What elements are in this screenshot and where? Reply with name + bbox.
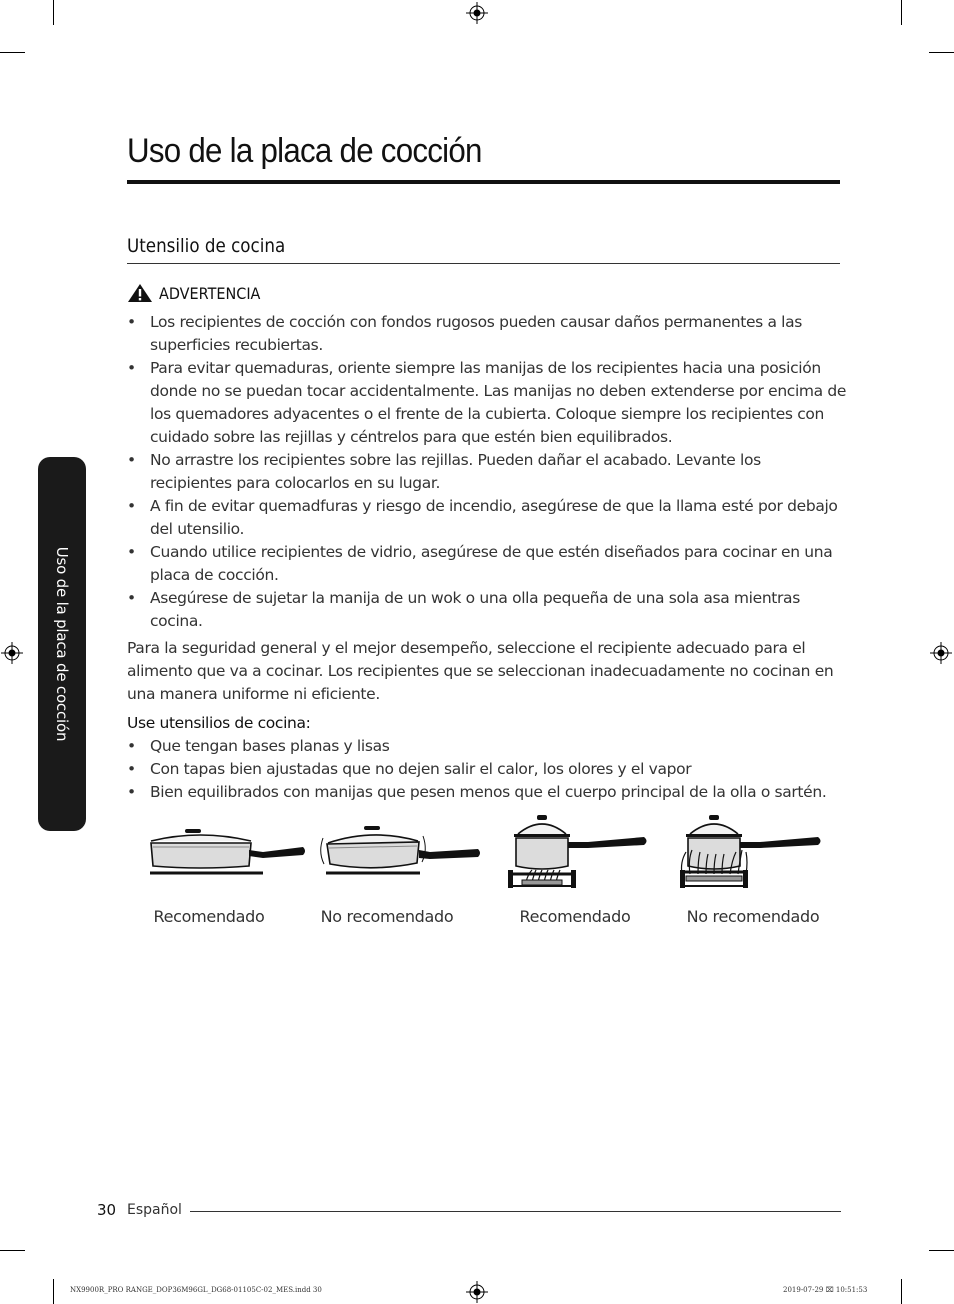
section-rule: [127, 263, 840, 264]
registration-mark-icon: [1, 642, 23, 664]
crop-mark: [53, 0, 54, 25]
list-item: [127, 495, 847, 541]
bullet: •: [127, 737, 136, 755]
list-item: [127, 587, 847, 633]
bullet: •: [127, 359, 136, 377]
caption-recommended-1: Recomendado: [153, 907, 265, 926]
list-item-text: No arrastre los recipientes sobre las rejillas. Pueden dañar el acabado. Levante los recipientes para colocarlos en su lugar.: [150, 451, 761, 492]
page-title: Uso de la placa de cocción: [127, 132, 482, 170]
list-item-text: Que tengan bases planas y lisas: [150, 737, 390, 755]
crop-mark: [901, 1279, 902, 1304]
list-item: [127, 357, 847, 449]
print-imprint-date: 2019-07-29 ⌧ 10:51:53: [783, 1286, 868, 1294]
warning-list: [127, 311, 847, 633]
list-item-text: A fin de evitar quemadfuras y riesgo de incendio, asegúrese de que la llama esté por debajo del utensilio.: [150, 497, 838, 538]
page-number: 30: [97, 1201, 117, 1219]
list-item-text: Para evitar quemaduras, oriente siempre las manijas de los recipientes hacia una posición donde no se puedan tocar accidentalmente. Las manijas no deben extenderse por encima de los quemadores adyacentes o el frente de la cubierta. Coloque siempre los recipientes con cuidado sobre las rejillas y céntrelos para que estén bien equilibrados.: [150, 359, 847, 446]
pot-flame-overflow-icon: [676, 812, 826, 894]
caption-not-recommended-2: No recomendado: [686, 907, 820, 926]
caption-recommended-2: Recomendado: [519, 907, 631, 926]
intro-paragraph: Para la seguridad general y el mejor desempeño, seleccione el recipiente adecuado para el alimento que va a cocinar. Los recipientes que se seleccionan inadecuadamente no cocinan en una manera uniforme ni eficiente.: [127, 639, 834, 703]
footer-rule: [190, 1211, 841, 1212]
crop-mark: [929, 1250, 954, 1251]
list-item-text: Cuando utilice recipientes de vidrio, asegúrese de que estén diseñados para cocinar en una placa de cocción.: [150, 543, 833, 584]
side-chapter-label: Uso de la placa de cocción: [53, 546, 71, 742]
warning-heading: [127, 283, 272, 303]
list-item-text: Bien equilibrados con manijas que pesen menos que el cuerpo principal de la olla o sartén.: [150, 783, 827, 801]
pot-on-small-burner-icon: [504, 812, 654, 894]
crop-mark: [0, 52, 25, 53]
crop-mark: [901, 0, 902, 25]
use-list: [127, 735, 847, 804]
use-label: Use utensilios de cocina:: [127, 714, 311, 732]
list-item: [127, 311, 847, 357]
warning-triangle-icon: [127, 283, 153, 303]
title-rule: [127, 180, 840, 184]
bullet: •: [127, 589, 136, 607]
registration-mark-icon: [930, 642, 952, 664]
bullet: •: [127, 497, 136, 515]
footer-language: Español: [127, 1202, 182, 1218]
registration-mark-icon: [466, 1281, 488, 1303]
section-title: Utensilio de cocina: [127, 235, 286, 257]
bullet: •: [127, 760, 136, 778]
list-item-text: Asegúrese de sujetar la manija de un wok o una olla pequeña de una sola asa mientras cocina.: [150, 589, 800, 630]
list-item: [127, 781, 847, 804]
warped-pan-icon: [318, 822, 486, 880]
side-chapter-tab: [38, 457, 86, 831]
list-item: [127, 541, 847, 587]
crop-mark: [0, 1250, 25, 1251]
list-item-text: Con tapas bien ajustadas que no dejen salir el calor, los olores y el vapor: [150, 760, 692, 778]
caption-not-recommended-1: No recomendado: [320, 907, 454, 926]
list-item: [127, 449, 847, 495]
print-imprint-file: NX9900R_PRO RANGE_DOP36M96GL_DG68-01105C-02_MES.indd 30: [70, 1286, 322, 1294]
bullet: •: [127, 451, 136, 469]
bullet: •: [127, 783, 136, 801]
warning-label: ADVERTENCIA: [159, 283, 261, 303]
crop-mark: [53, 1279, 54, 1304]
bullet: •: [127, 313, 136, 331]
registration-mark-icon: [466, 2, 488, 24]
list-item: [127, 735, 847, 758]
crop-mark: [929, 52, 954, 53]
list-item-text: Los recipientes de cocción con fondos rugosos pueden causar daños permanentes a las superficies recubiertas.: [150, 313, 802, 354]
list-item: [127, 758, 847, 781]
bullet: •: [127, 543, 136, 561]
flat-pan-icon: [145, 822, 310, 880]
